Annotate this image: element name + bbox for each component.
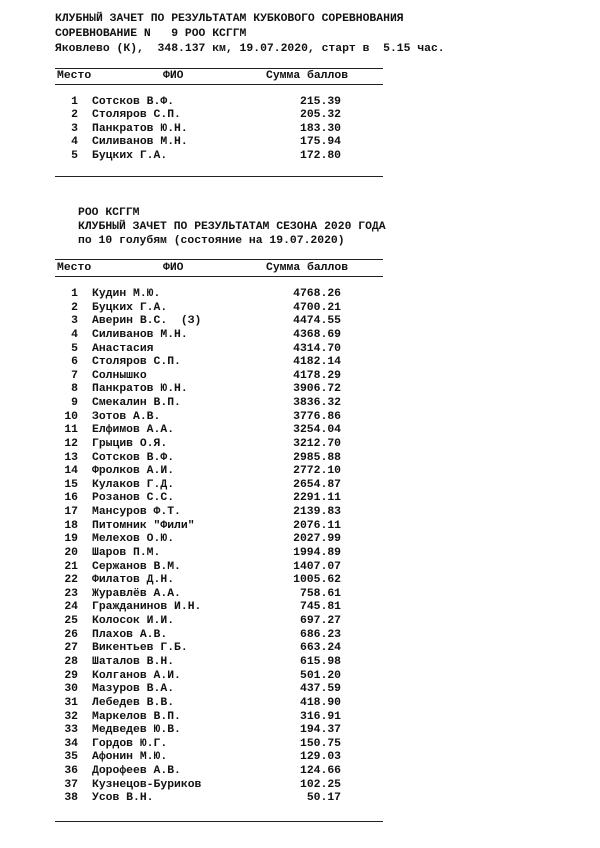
row-name: Кузнецов-Буриков xyxy=(92,778,202,791)
row-name: Медведев Ю.В. xyxy=(92,724,181,737)
row-score: 3212.70 xyxy=(293,437,341,450)
row-name: Филатов Д.Н. xyxy=(92,574,175,587)
row-place: 4 xyxy=(71,328,78,341)
row-place: 23 xyxy=(64,587,78,600)
row-name: Грыцив О.Я. xyxy=(92,437,168,450)
report1-title-line2: СОРЕВНОВАНИЕ N 9 РОО КСГГМ xyxy=(55,28,247,40)
row-score: 124.66 xyxy=(299,765,341,778)
row-score: 172.80 xyxy=(299,149,341,162)
report1-title-line3: Яковлево (К), 348.137 км, 19.07.2020, старт в 5.15 час. xyxy=(55,43,445,55)
row-score: 129.03 xyxy=(299,751,341,764)
row-score: 150.75 xyxy=(299,737,341,750)
row-score: 615.98 xyxy=(299,656,341,668)
row-name: Шаталов В.Н. xyxy=(92,656,175,668)
row-place: 17 xyxy=(64,506,78,519)
row-score: 3906.72 xyxy=(293,383,341,396)
row-score: 2772.10 xyxy=(293,465,341,478)
row-score: 205.32 xyxy=(299,109,341,122)
row-name: Усов В.Н. xyxy=(92,792,154,805)
row-name: Лебедев В.В. xyxy=(92,696,175,709)
row-name: Журавлёв А.А. xyxy=(92,587,181,600)
report1-header-place: Место xyxy=(57,70,92,82)
row-place: 38 xyxy=(64,792,78,805)
row-score: 4474.55 xyxy=(293,315,341,328)
row-score: 2139.83 xyxy=(293,506,341,519)
row-name: Гордов Ю.Г. xyxy=(92,737,168,750)
row-score: 501.20 xyxy=(299,669,341,682)
report2-footer-rule xyxy=(55,821,383,822)
row-score: 686.23 xyxy=(299,628,341,641)
row-score: 316.91 xyxy=(299,710,341,723)
row-place: 34 xyxy=(64,737,78,750)
report1-title-line1: КЛУБНЫЙ ЗАЧЕТ ПО РЕЗУЛЬТАТАМ КУБКОВОГО СОРЕВНОВАНИЯ xyxy=(55,13,404,25)
row-place: 10 xyxy=(64,410,78,423)
row-name: Столяров С.П. xyxy=(92,109,181,122)
row-score: 2654.87 xyxy=(293,478,341,491)
row-name: Колганов А.И. xyxy=(92,669,181,682)
row-place: 9 xyxy=(71,397,78,410)
row-score: 697.27 xyxy=(299,615,341,628)
row-place: 14 xyxy=(64,465,78,478)
row-place: 5 xyxy=(71,149,78,162)
row-place: 29 xyxy=(64,669,78,682)
row-name: Плахов А.В. xyxy=(92,628,168,641)
row-name: Гражданинов И.Н. xyxy=(92,601,202,614)
row-place: 22 xyxy=(64,574,78,587)
row-name: Дорофеев А.В. xyxy=(92,765,181,778)
row-place: 26 xyxy=(64,628,78,641)
row-place: 24 xyxy=(64,601,78,614)
report2-header-bottom-rule xyxy=(55,276,383,277)
row-place: 3 xyxy=(71,315,78,328)
row-name: Колосок И.И. xyxy=(92,615,175,628)
row-name: Маркелов В.П. xyxy=(92,710,181,723)
row-place: 4 xyxy=(71,136,78,149)
row-score: 4368.69 xyxy=(293,328,341,341)
report2-header-place: Место xyxy=(57,262,92,274)
row-score: 102.25 xyxy=(299,778,341,791)
report2-title-line1: РОО КСГГМ xyxy=(78,207,140,219)
row-name: Сотсков В.Ф. xyxy=(92,451,175,464)
row-score: 50.17 xyxy=(306,792,341,805)
report2-header-name: ФИО xyxy=(163,262,184,274)
row-name: Мазуров В.А. xyxy=(92,683,175,696)
row-score: 745.81 xyxy=(299,601,341,614)
row-name: Кулаков Г.Д. xyxy=(92,478,175,491)
row-place: 30 xyxy=(64,683,78,696)
report1-footer-rule xyxy=(55,176,383,177)
row-score: 1407.07 xyxy=(293,560,341,573)
row-place: 1 xyxy=(71,288,78,300)
row-name: Розанов С.С. xyxy=(92,492,175,505)
report2-title-line3: по 10 голубям (состояние на 19.07.2020) xyxy=(78,235,345,247)
row-score: 4768.26 xyxy=(293,288,341,300)
row-name: Елфимов А.А. xyxy=(92,424,175,437)
row-name: Питомник "Фили" xyxy=(92,519,195,532)
row-place: 12 xyxy=(64,437,78,450)
row-place: 1 xyxy=(71,96,78,108)
row-name: Шаров П.М. xyxy=(92,546,161,559)
row-name: Сержанов В.М. xyxy=(92,560,181,573)
row-place: 11 xyxy=(64,424,78,437)
row-score: 437.59 xyxy=(299,683,341,696)
row-name: Силиванов М.Н. xyxy=(92,136,188,149)
row-score: 175.94 xyxy=(299,136,341,149)
row-place: 19 xyxy=(64,533,78,546)
row-place: 6 xyxy=(71,356,78,369)
row-score: 1005.62 xyxy=(293,574,341,587)
row-name: Кудин М.Ю. xyxy=(92,288,161,300)
row-place: 3 xyxy=(71,122,78,135)
row-score: 1994.89 xyxy=(293,546,341,559)
row-score: 2027.99 xyxy=(293,533,341,546)
row-name: Панкратов Ю.Н. xyxy=(92,122,188,135)
row-name: Афонин М.Ю. xyxy=(92,751,168,764)
row-place: 21 xyxy=(64,560,78,573)
row-place: 36 xyxy=(64,765,78,778)
row-score: 4700.21 xyxy=(293,301,341,314)
row-place: 16 xyxy=(64,492,78,505)
row-place: 15 xyxy=(64,478,78,491)
row-name: Буцких Г.А. xyxy=(92,301,168,314)
row-score: 418.90 xyxy=(299,696,341,709)
row-place: 31 xyxy=(64,696,78,709)
row-name: Панкратов Ю.Н. xyxy=(92,383,188,396)
row-score: 3776.86 xyxy=(293,410,341,423)
row-place: 25 xyxy=(64,615,78,628)
row-place: 37 xyxy=(64,778,78,791)
row-name: Силиванов М.Н. xyxy=(92,328,188,341)
row-score: 4182.14 xyxy=(293,356,341,369)
report1-header-top-rule xyxy=(55,68,383,69)
row-name: Викентьев Г.Б. xyxy=(92,642,188,655)
row-place: 20 xyxy=(64,546,78,559)
row-place: 18 xyxy=(64,519,78,532)
report2-header-top-rule xyxy=(55,259,383,260)
row-score: 194.37 xyxy=(299,724,341,737)
row-place: 7 xyxy=(71,369,78,382)
row-name: Столяров С.П. xyxy=(92,356,181,369)
row-place: 35 xyxy=(64,751,78,764)
report2-title-line2: КЛУБНЫЙ ЗАЧЕТ ПО РЕЗУЛЬТАТАМ СЕЗОНА 2020 ГОДА xyxy=(78,221,386,233)
row-place: 32 xyxy=(64,710,78,723)
row-place: 28 xyxy=(64,656,78,668)
row-name: Анастасия xyxy=(92,342,154,355)
row-place: 13 xyxy=(64,451,78,464)
row-score: 3254.04 xyxy=(293,424,341,437)
row-score: 2985.88 xyxy=(293,451,341,464)
row-place: 8 xyxy=(71,383,78,396)
row-place: 27 xyxy=(64,642,78,655)
row-name: Буцких Г.А. xyxy=(92,149,168,162)
row-score: 758.61 xyxy=(299,587,341,600)
report2-header-score: Сумма баллов xyxy=(266,262,349,274)
row-score: 215.39 xyxy=(299,96,341,108)
row-name: Зотов А.В. xyxy=(92,410,161,423)
row-score: 663.24 xyxy=(299,642,341,655)
row-score: 2291.11 xyxy=(293,492,341,505)
row-name: Солнышко xyxy=(92,369,147,382)
report1-header-name: ФИО xyxy=(163,70,184,82)
row-name: Мелехов О.Ю. xyxy=(92,533,175,546)
row-score: 3836.32 xyxy=(293,397,341,410)
report1-header-bottom-rule xyxy=(55,84,383,85)
row-name: Смекалин В.П. xyxy=(92,397,181,410)
row-place: 5 xyxy=(71,342,78,355)
row-name: Сотсков В.Ф. xyxy=(92,96,175,108)
row-name: Мансуров Ф.Т. xyxy=(92,506,181,519)
row-name: Фролков А.И. xyxy=(92,465,175,478)
row-score: 2076.11 xyxy=(293,519,341,532)
row-score: 183.30 xyxy=(299,122,341,135)
report1-header-score: Сумма баллов xyxy=(266,70,349,82)
row-name: Аверин В.С. (З) xyxy=(92,315,202,328)
row-place: 2 xyxy=(71,109,78,122)
row-score: 4178.29 xyxy=(293,369,341,382)
row-score: 4314.70 xyxy=(293,342,341,355)
row-place: 33 xyxy=(64,724,78,737)
row-place: 2 xyxy=(71,301,78,314)
